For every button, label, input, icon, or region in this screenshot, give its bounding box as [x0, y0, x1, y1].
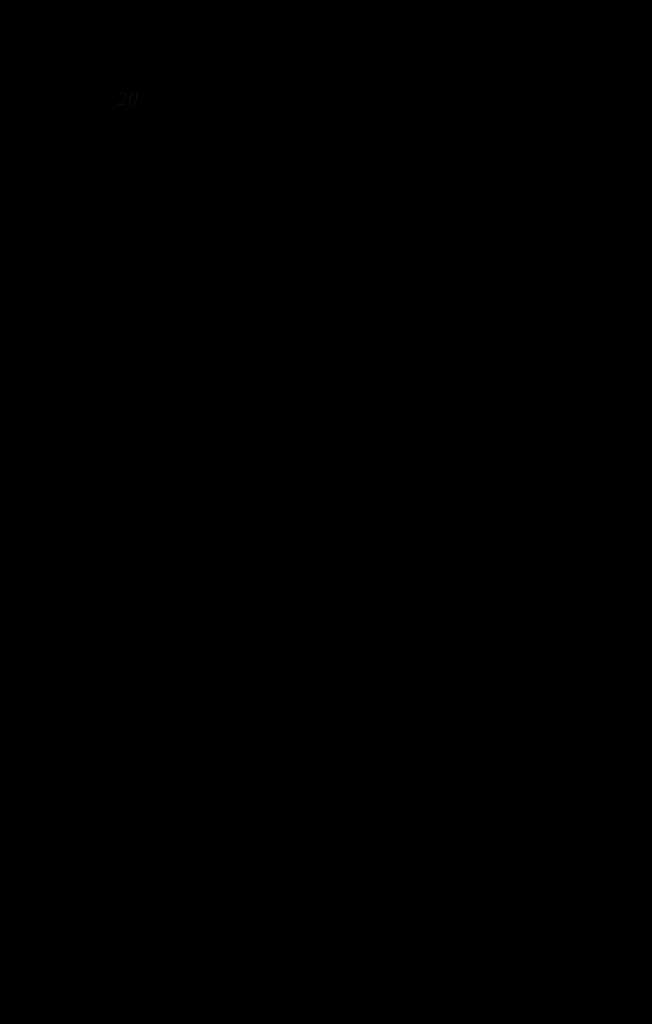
- page-number: 20: [117, 90, 139, 110]
